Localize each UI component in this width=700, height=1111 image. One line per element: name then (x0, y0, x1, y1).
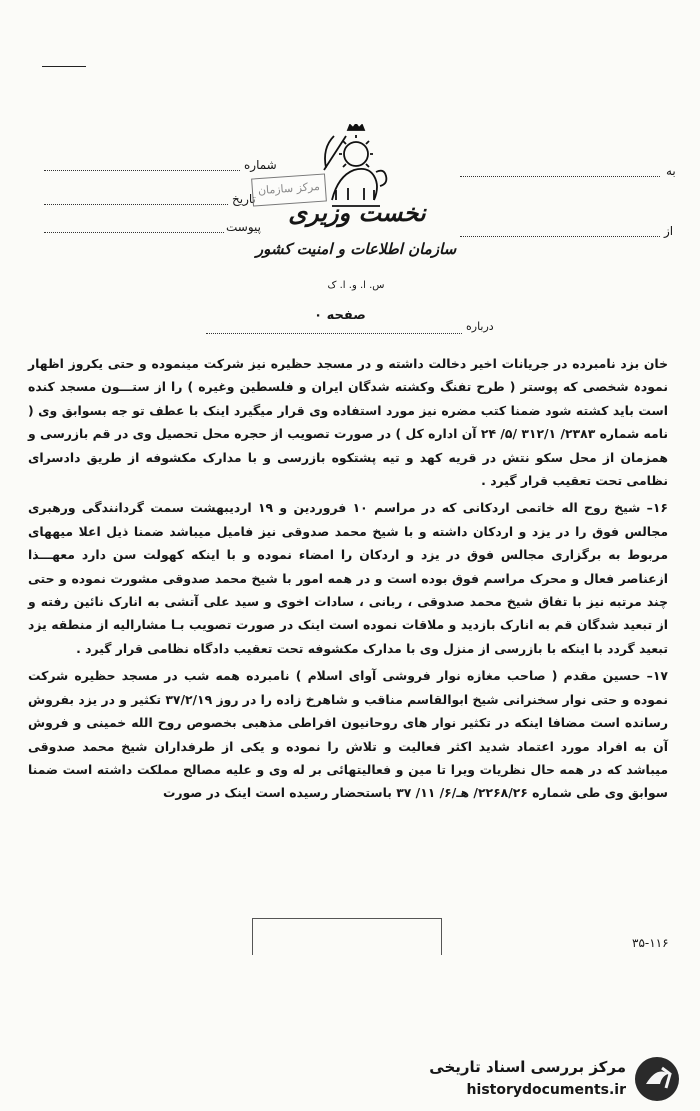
to-label: به (666, 164, 676, 178)
number-field-line (44, 170, 240, 171)
subject-label: درباره (466, 320, 494, 333)
number-label: شماره (244, 158, 277, 172)
date-label: تاریخ (232, 192, 256, 206)
document-body (28, 352, 668, 805)
paragraph-item: ۱۶– شیخ روح اله خاتمی اردکانی که در مراسم ۱۰ فروردین و ۱۹ اردیبهشت سمت گردانندگی ورهبری مجالس فوق را در یزد و اردکان داشته و با شیخ محمد صدوقی نیز فامیل میباشد ضمنا ذیل اعلا میههای مربوط به برگزاری مجالس فوق در یزد و اردکان را امضاء نموده و با اینکه کهولت سن دارد معهـــذا ازعناصر فعال و محرک مراسم فوق بوده است و در همه امور با شیخ محمد صدوقی مشورت نموده و حتی چند مرتبه نیز با تفاق شیخ محمد صدوقی ، ربانی ، سادات اخوی و سید علی آتشی به انارک نائین رفته و از تبعید شدگان قم به انارک بازدید و ملاقات نموده است اینک در صورت تصویب بـا مشارالیه از منطقه یزد تبعید گردد با اینکه با بازرسی از منزل وی با مدارک مکشوفه تحت تعقیب دادگاه نظامی قرار گیرد . (28, 500, 668, 656)
subject-field-line (206, 333, 462, 334)
history-documents-logo-icon (632, 1054, 682, 1104)
archive-name: مرکز بررسی اسناد تاریخی (429, 1058, 626, 1076)
bottom-box-mark (252, 918, 442, 955)
page-number-label: صفحه ۰ (314, 308, 366, 323)
attachment-label: پیوست (226, 220, 261, 234)
office-code: س. ا. و. ا. ک (327, 280, 385, 291)
organization-title: سازمان اطلاعات و امنیت کشور (255, 240, 457, 258)
paragraph-item: خان بزد نامبرده در جریانات اخیر دخالت داشته و در مسجد حظیره نیز شرکت مینموده و حتی یکروز اظهار نمودہ شخصی که پوستر ( طرح تفنگ وکشته شدگان ایران و فلسطین وغیره ) را از ستـــون مسجد کنده است باید کشته شود ضمنا کتب مضره نیز مورد استفاده وی قرار میگیرد اینک با عطف تو جه بسوابق وی ( نامه شماره ۲۳۸۳/ ۳۱۲/۱ /۵/ ۲۴ آن اداره کل ) در صورت تصویب از حجره محل تحصیل وی در قم بازرسی و همزمان از محل سکو نتش در قریه کهد و تیه پشتکوه بازرسی و با مدارک مکشوفه از طریق دادسرای نظامی تحت تعقیب قرار گیرد . (28, 356, 669, 489)
from-label: از (664, 224, 674, 238)
archive-website-link[interactable]: historydocuments.ir (466, 1082, 626, 1098)
corner-mark (42, 66, 86, 67)
document-number: ۳۵-۱۱۶ (632, 936, 669, 950)
date-field-line (44, 204, 228, 205)
to-field-line (460, 176, 660, 177)
stamp-text: مرکز سازمان (257, 179, 321, 198)
attachment-field-line (44, 232, 224, 233)
paragraph-item: ۱۷– حسین مقدم ( صاحب مغازه نوار فروشی آوای اسلام ) نامبرده همه شب در مسجد حظیره شرکت نموده و حتی نوار سخنرانی شیخ ابوالقاسم مناقب و شاهرخ زاده را در روز ۳۷/۲/۱۹ تکثیر و در یزد بفروش رسانده است مضافا اینکه در تکثیر نوار های روحانیون افراطی مذهبی بخصوص روح الله خمینی و فروش آن به افراد مورد اعتماد شدید اکثر فعالیت و تلاش را نموده و یکی از طرفداران شیخ محمد صدوقی میباشد که در همه حال نظریات ویرا تا مین و فعالیتهائی بر له وی و علیه مصالح مملکت داشته است ضمنا سوابق وی طی شماره ۲۲۶۸/۲۶/ هـ/۶/ ۱۱/ ۳۷ باستحضار رسیده است اینک در صورت (28, 668, 668, 801)
from-field-line (460, 236, 660, 237)
ministry-title: نخست وزیری (288, 198, 426, 227)
